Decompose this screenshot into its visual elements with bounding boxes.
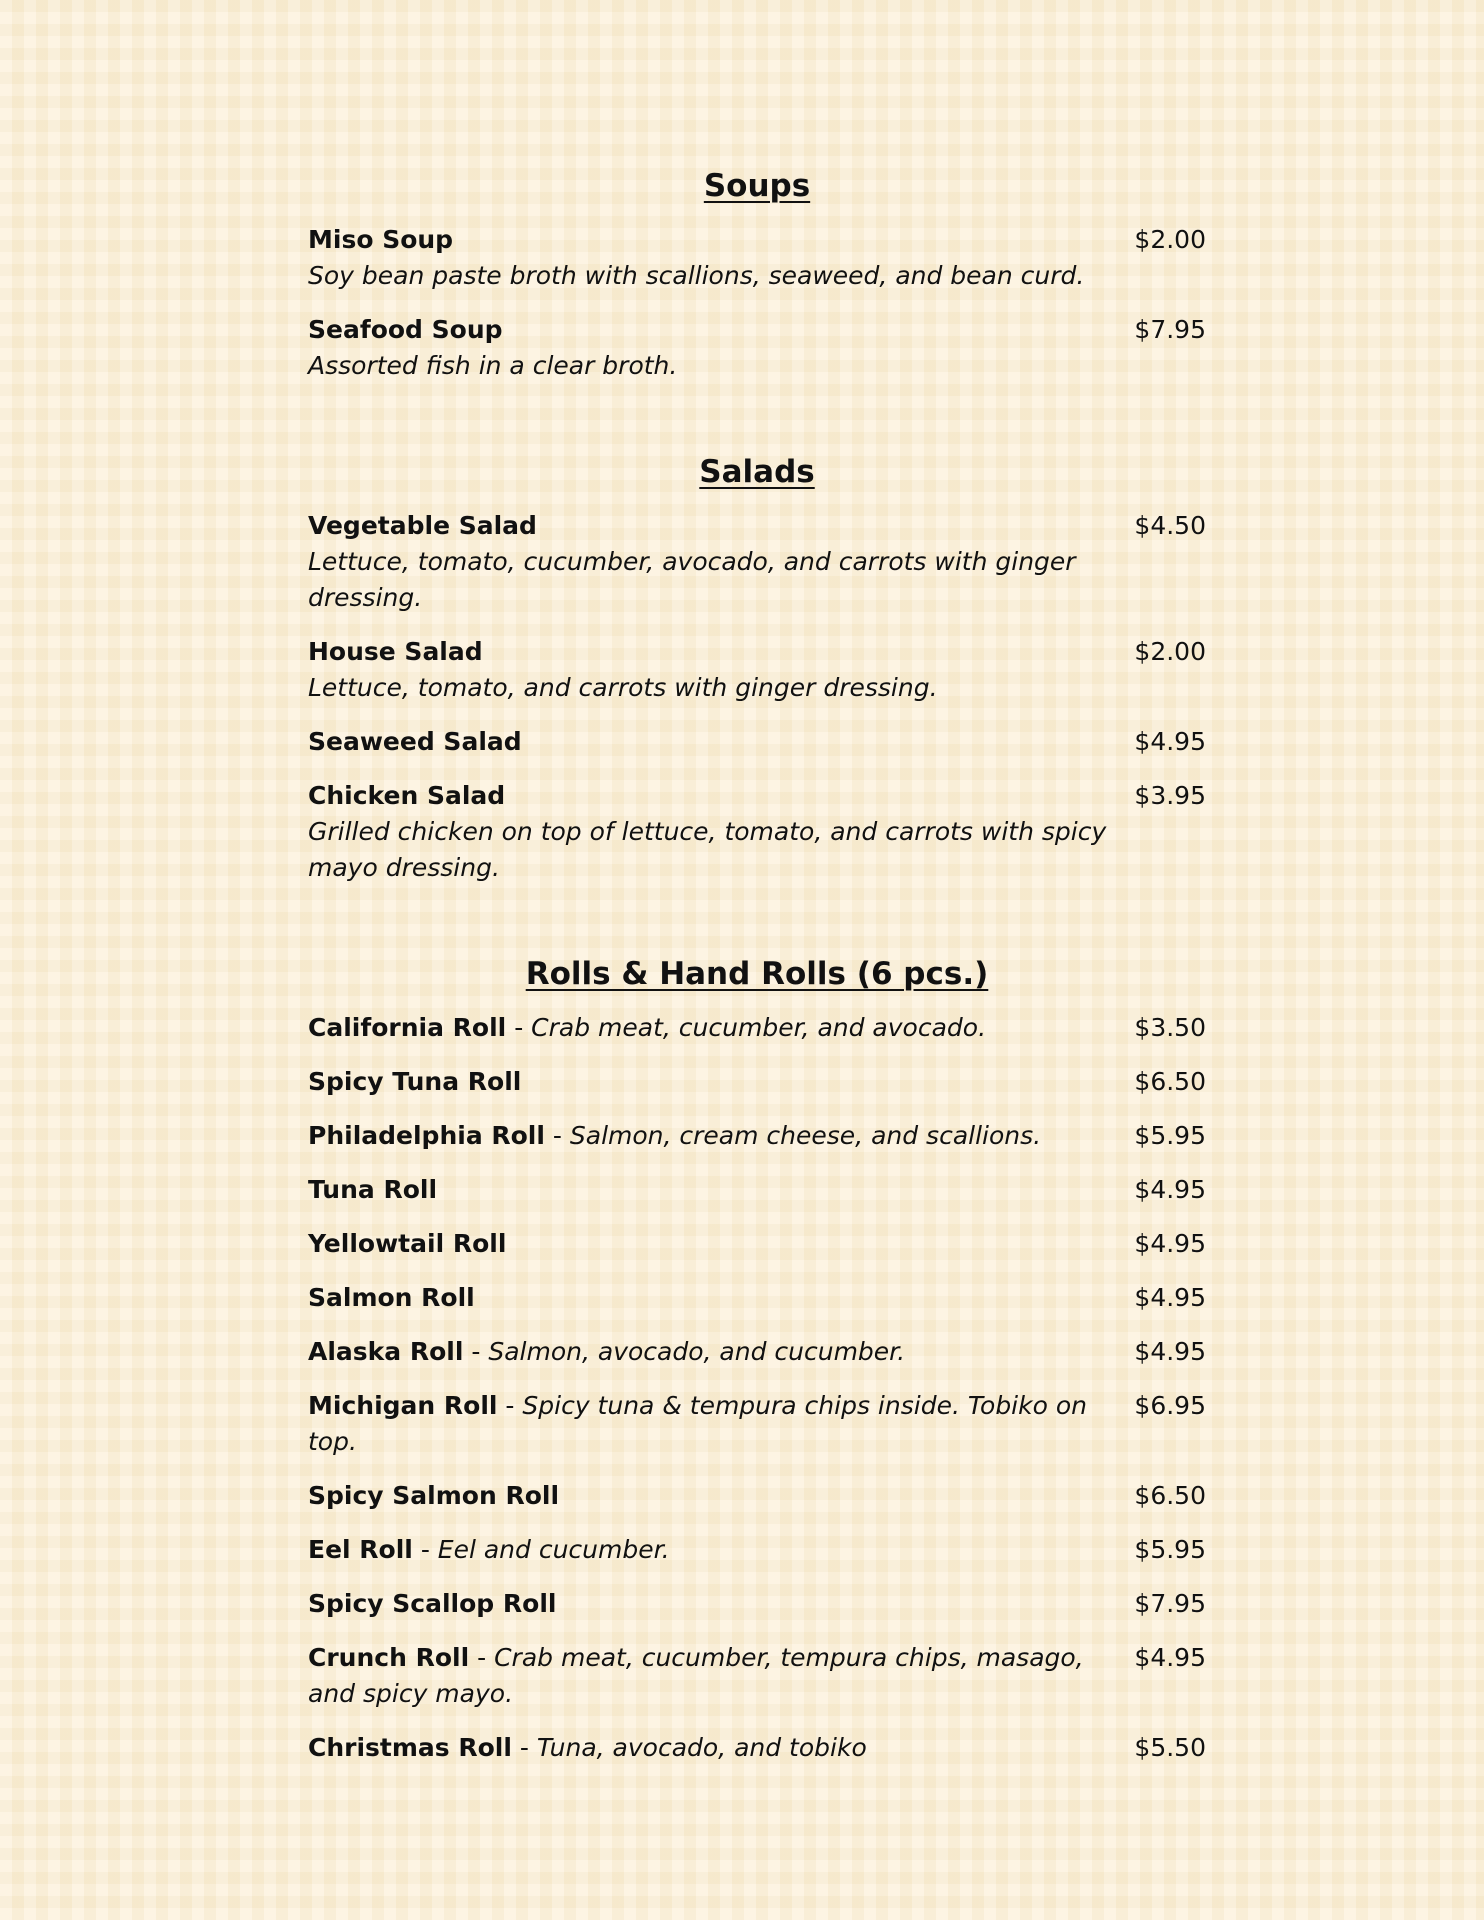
menu-item bbox=[308, 508, 1206, 616]
roll-item: Philadelphia Roll - Salmon, cream cheese, and scallions. $5.95 bbox=[308, 1118, 1206, 1154]
roll-description: Eel and cucumber. bbox=[437, 1535, 670, 1564]
soups-title: Soups bbox=[703, 168, 811, 204]
soups-section bbox=[308, 162, 1206, 384]
item-name: Seafood Soup bbox=[308, 315, 503, 344]
roll-item: Michigan Roll - Spicy tuna & tempura chips inside. Tobiko on top. $6.95 bbox=[308, 1388, 1206, 1460]
roll-price: $4.95 bbox=[1134, 1175, 1206, 1204]
roll-description: Crab meat, cucumber, tempura chips, masago, and spicy mayo. bbox=[308, 1643, 1084, 1708]
roll-description: Salmon, avocado, and cucumber. bbox=[488, 1337, 906, 1366]
roll-name: Spicy Scallop Roll bbox=[308, 1589, 557, 1618]
roll-description: Spicy tuna & tempura chips inside. Tobiko on top. bbox=[308, 1391, 1087, 1456]
roll-description: Tuna, avocado, and tobiko bbox=[536, 1733, 867, 1762]
menu-item bbox=[308, 724, 1206, 760]
roll-item bbox=[308, 1586, 1206, 1622]
roll-price: $3.50 bbox=[1134, 1013, 1206, 1042]
item-description: Lettuce, tomato, cucumber, avocado, and carrots with ginger dressing. bbox=[308, 547, 1076, 612]
roll-item: Eel Roll - Eel and cucumber. $5.95 bbox=[308, 1532, 1206, 1568]
item-name: Chicken Salad bbox=[308, 781, 506, 810]
roll-item bbox=[308, 1478, 1206, 1514]
roll-name: Eel Roll bbox=[308, 1535, 413, 1564]
item-price: $2.00 bbox=[1134, 225, 1206, 254]
roll-name: Christmas Roll bbox=[308, 1733, 512, 1762]
roll-price: $6.95 bbox=[1134, 1391, 1206, 1420]
salads-section bbox=[308, 448, 1206, 886]
item-price: $4.95 bbox=[1134, 727, 1206, 756]
item-description: Lettuce, tomato, and carrots with ginger dressing. bbox=[308, 673, 938, 702]
roll-description: Crab meat, cucumber, and avocado. bbox=[531, 1013, 987, 1042]
roll-name: Yellowtail Roll bbox=[308, 1229, 507, 1258]
roll-price: $6.50 bbox=[1134, 1481, 1206, 1510]
roll-price: $4.95 bbox=[1134, 1283, 1206, 1312]
menu-item bbox=[308, 312, 1206, 384]
roll-price: $5.95 bbox=[1134, 1535, 1206, 1564]
item-name: House Salad bbox=[308, 637, 483, 666]
roll-item bbox=[308, 1172, 1206, 1208]
rolls-title: Rolls & Hand Rolls (6 pcs.) bbox=[525, 956, 989, 992]
item-name: Miso Soup bbox=[308, 225, 454, 254]
roll-name: Spicy Salmon Roll bbox=[308, 1481, 560, 1510]
roll-name: Crunch Roll bbox=[308, 1643, 470, 1672]
roll-price: $5.50 bbox=[1134, 1733, 1206, 1762]
menu-column bbox=[308, 162, 1206, 1784]
roll-name: Salmon Roll bbox=[308, 1283, 475, 1312]
item-price: $2.00 bbox=[1134, 637, 1206, 666]
item-name: Seaweed Salad bbox=[308, 727, 522, 756]
roll-name: Spicy Tuna Roll bbox=[308, 1067, 522, 1096]
rolls-section bbox=[308, 950, 1206, 1766]
roll-description: Salmon, cream cheese, and scallions. bbox=[569, 1121, 1042, 1150]
roll-item: Alaska Roll - Salmon, avocado, and cucumber. $4.95 bbox=[308, 1334, 1206, 1370]
roll-name: Alaska Roll bbox=[308, 1337, 464, 1366]
roll-price: $6.50 bbox=[1134, 1067, 1206, 1096]
roll-item: Christmas Roll - Tuna, avocado, and tobiko $5.50 bbox=[308, 1730, 1206, 1766]
roll-name: Tuna Roll bbox=[308, 1175, 438, 1204]
roll-name: Philadelphia Roll bbox=[308, 1121, 545, 1150]
menu-item bbox=[308, 634, 1206, 706]
menu-item bbox=[308, 222, 1206, 294]
item-description: Assorted fish in a clear broth. bbox=[308, 351, 678, 380]
item-price: $3.95 bbox=[1134, 781, 1206, 810]
roll-price: $4.95 bbox=[1134, 1229, 1206, 1258]
roll-item bbox=[308, 1064, 1206, 1100]
roll-price: $4.95 bbox=[1134, 1337, 1206, 1366]
salads-title: Salads bbox=[699, 454, 815, 490]
roll-item bbox=[308, 1280, 1206, 1316]
roll-name: Michigan Roll bbox=[308, 1391, 498, 1420]
item-price: $7.95 bbox=[1134, 315, 1206, 344]
item-name: Vegetable Salad bbox=[308, 511, 537, 540]
roll-price: $5.95 bbox=[1134, 1121, 1206, 1150]
roll-name: California Roll bbox=[308, 1013, 507, 1042]
item-description: Grilled chicken on top of lettuce, tomato, and carrots with spicy mayo dressing. bbox=[308, 817, 1107, 882]
item-price: $4.50 bbox=[1134, 511, 1206, 540]
roll-price: $4.95 bbox=[1134, 1643, 1206, 1672]
item-description: Soy bean paste broth with scallions, seaweed, and bean curd. bbox=[308, 261, 1085, 290]
roll-price: $7.95 bbox=[1134, 1589, 1206, 1618]
roll-item bbox=[308, 1226, 1206, 1262]
menu-item bbox=[308, 778, 1206, 886]
roll-item: California Roll - Crab meat, cucumber, and avocado. $3.50 bbox=[308, 1010, 1206, 1046]
roll-item: Crunch Roll - Crab meat, cucumber, tempura chips, masago, and spicy mayo. $4.95 bbox=[308, 1640, 1206, 1712]
